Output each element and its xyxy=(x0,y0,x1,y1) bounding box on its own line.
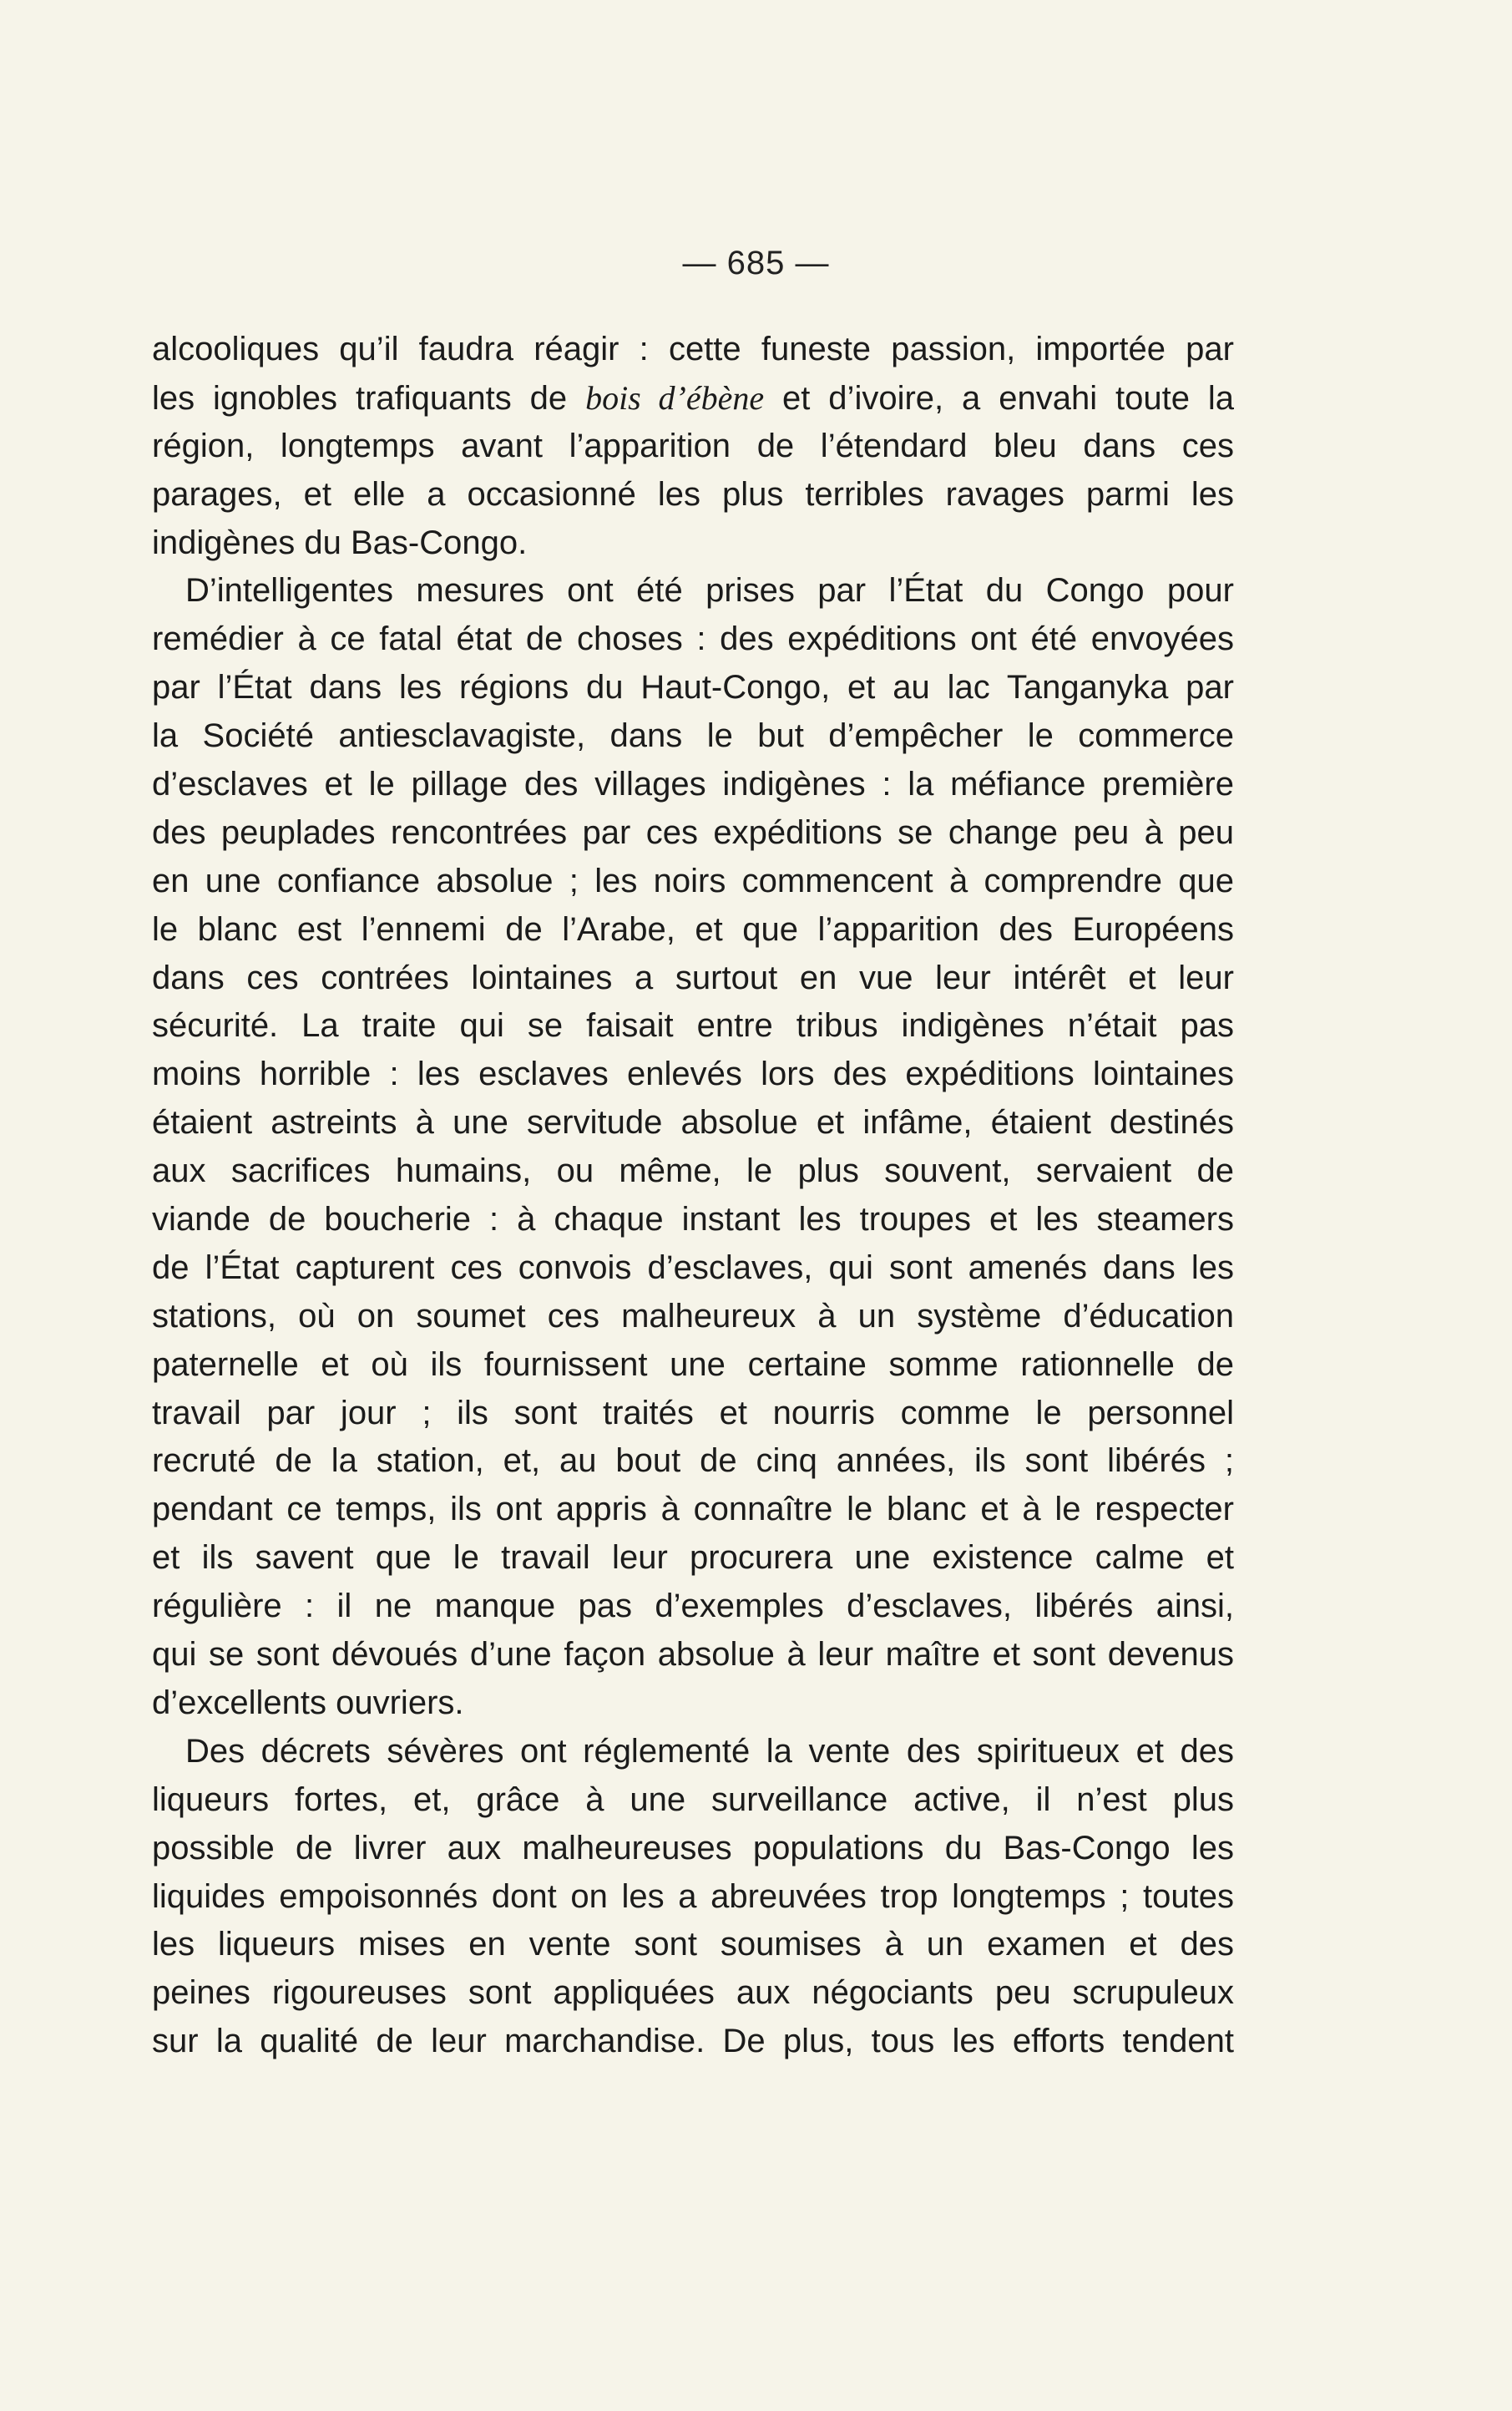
text-line: viande de boucherie : à chaque instant les troupes et les steamers xyxy=(152,1201,1234,1238)
text-line: travail par jour ; ils sont traités et nourris comme le personnel xyxy=(152,1394,1234,1431)
text-line: recruté de la station, et, au bout de cinq années, ils sont libérés ; xyxy=(152,1442,1234,1480)
text-line: sur la qualité de leur marchandise. De plus, tous les efforts tendent xyxy=(152,2023,1234,2060)
text-line: d’excellents ouvriers. xyxy=(152,1684,464,1721)
text-line: régulière : il ne manque pas d’exemples d’esclaves, libérés ainsi, xyxy=(152,1588,1234,1625)
text-segment: et d’ivoire, a envahi toute la xyxy=(764,379,1235,417)
text-line: Des décrets sévères ont réglementé la vente des spiritueux et des xyxy=(185,1732,1234,1770)
text-line: moins horrible : les esclaves enlevés lors des expéditions lointaines xyxy=(152,1056,1234,1093)
text-line: alcooliques qu’il faudra réagir : cette funeste passion, importée par xyxy=(152,331,1234,367)
text-line: remédier à ce fatal état de choses : des expéditions ont été envoyées xyxy=(152,620,1234,658)
text-line: d’esclaves et le pillage des villages indigènes : la méfiance première xyxy=(152,766,1234,803)
text-line: parages, et elle a occasionné les plus terribles ravages parmi les xyxy=(152,475,1234,513)
text-line: peines rigoureuses sont appliquées aux négociants peu scrupuleux xyxy=(152,1974,1234,2012)
text-line: le blanc est l’ennemi de l’Arabe, et que l’apparition des Européens xyxy=(152,910,1234,948)
text-line: par l’État dans les régions du Haut-Congo, et au lac Tanganyka par xyxy=(152,669,1234,707)
text-line: liquides empoisonnés dont on les a abreuvées trop longtemps ; toutes xyxy=(152,1877,1234,1915)
body-text xyxy=(152,326,1234,2066)
text-line: des peuplades rencontrées par ces expéditions se change peu à peu xyxy=(152,813,1234,851)
text-line: aux sacrifices humains, ou même, le plus souvent, servaient de xyxy=(152,1152,1234,1190)
text-line: paternelle et où ils fournissent une certaine somme rationnelle de xyxy=(152,1345,1234,1383)
text-line: D’intelligentes mesures ont été prises par l’État du Congo pour xyxy=(185,572,1234,610)
text-line: stations, où on soumet ces malheureux à un système d’éducation xyxy=(152,1297,1234,1335)
text-line xyxy=(152,374,1234,423)
text-line: les liqueurs mises en vente sont soumises à un examen et des xyxy=(152,1926,1234,1963)
text-line: possible de livrer aux malheureuses populations du Bas-Congo les xyxy=(152,1829,1234,1866)
text-line: liqueurs fortes, et, grâce à une surveillance active, il n’est plus xyxy=(152,1780,1234,1818)
text-line: étaient astreints à une servitude absolue et infâme, étaient destinés xyxy=(152,1104,1234,1142)
text-line: qui se sont dévoués d’une façon absolue à leur maître et sont devenus xyxy=(152,1636,1234,1674)
text-line: de l’État capturent ces convois d’esclaves, qui sont amenés dans les xyxy=(152,1249,1234,1286)
text-line: en une confiance absolue ; les noirs commencent à comprendre que xyxy=(152,862,1234,899)
text-line: dans ces contrées lointaines a surtout en vue leur intérêt et leur xyxy=(152,959,1234,996)
text-line: pendant ce temps, ils ont appris à connaître le blanc et à le respecter xyxy=(152,1491,1234,1528)
text-line: région, longtemps avant l’apparition de l’étendard bleu dans ces xyxy=(152,427,1234,464)
text-line: indigènes du Bas-Congo. xyxy=(152,524,528,561)
text-line: la Société antiesclavagiste, dans le but d’empêcher le commerce xyxy=(152,717,1234,755)
text-line: et ils savent que le travail leur procurera une existence calme et xyxy=(152,1539,1234,1577)
text-segment: les ignobles trafiquants de xyxy=(152,379,586,417)
page-number: — 685 — xyxy=(682,245,830,281)
text-line: sécurité. La traite qui se faisait entre tribus indigènes n’était pas xyxy=(152,1007,1234,1045)
italic-text: bois d’ébène xyxy=(585,378,765,417)
